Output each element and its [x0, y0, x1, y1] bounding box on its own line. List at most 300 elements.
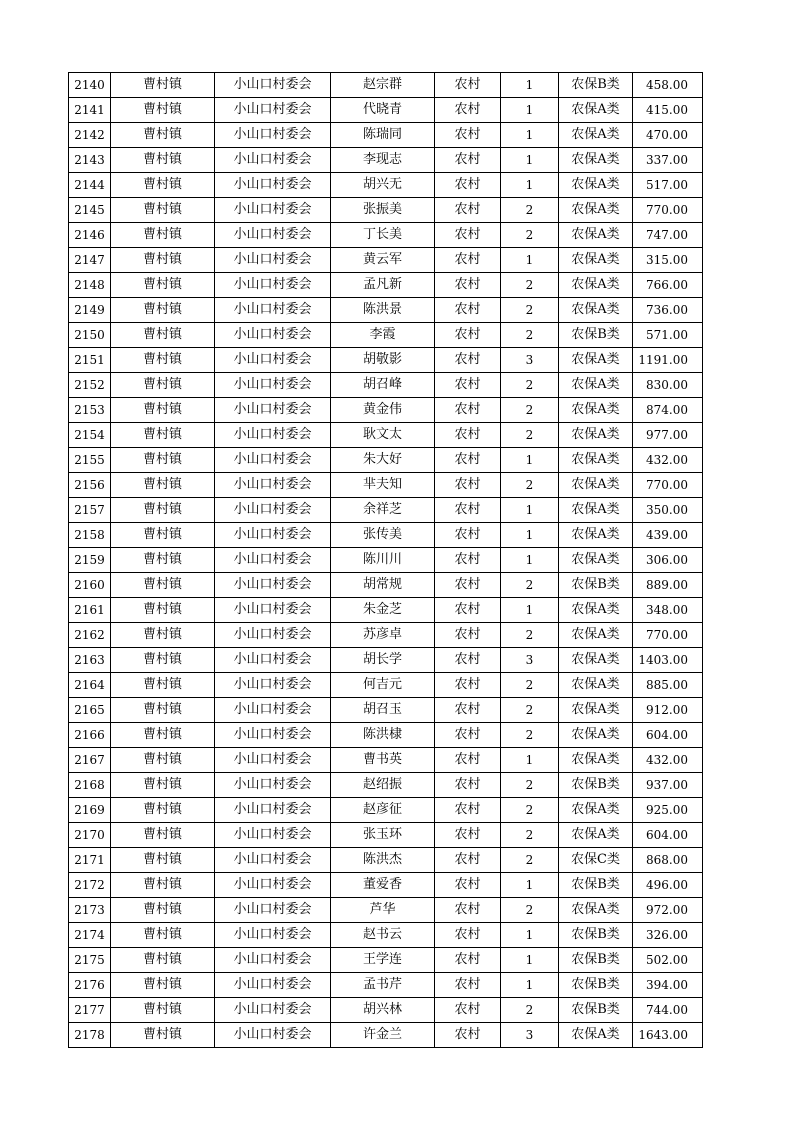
row-id-cell: 2151	[69, 348, 111, 373]
amount-cell: 972.00	[633, 898, 703, 923]
category-cell: 农保A类	[559, 148, 633, 173]
village-cell: 小山口村委会	[215, 1023, 331, 1048]
person-count-cell: 2	[501, 398, 559, 423]
category-cell: 农保B类	[559, 773, 633, 798]
amount-cell: 306.00	[633, 548, 703, 573]
table-row	[69, 773, 703, 798]
household-type-cell: 农村	[435, 748, 501, 773]
table-row	[69, 648, 703, 673]
town-cell: 曹村镇	[111, 148, 215, 173]
name-cell: 陈瑞同	[331, 123, 435, 148]
household-type-cell: 农村	[435, 198, 501, 223]
person-count-cell: 1	[501, 98, 559, 123]
town-cell: 曹村镇	[111, 748, 215, 773]
amount-cell: 770.00	[633, 473, 703, 498]
category-cell: 农保A类	[559, 648, 633, 673]
table-row	[69, 498, 703, 523]
row-id-cell: 2148	[69, 273, 111, 298]
person-count-cell: 2	[501, 698, 559, 723]
person-count-cell: 2	[501, 473, 559, 498]
village-cell: 小山口村委会	[215, 523, 331, 548]
town-cell: 曹村镇	[111, 298, 215, 323]
household-type-cell: 农村	[435, 648, 501, 673]
amount-cell: 1403.00	[633, 648, 703, 673]
person-count-cell: 2	[501, 273, 559, 298]
town-cell: 曹村镇	[111, 548, 215, 573]
amount-cell: 604.00	[633, 823, 703, 848]
table-row	[69, 973, 703, 998]
row-id-cell: 2178	[69, 1023, 111, 1048]
name-cell: 丁长美	[331, 223, 435, 248]
category-cell: 农保A类	[559, 273, 633, 298]
person-count-cell: 1	[501, 948, 559, 973]
village-cell: 小山口村委会	[215, 673, 331, 698]
household-type-cell: 农村	[435, 323, 501, 348]
amount-cell: 432.00	[633, 448, 703, 473]
person-count-cell: 1	[501, 923, 559, 948]
amount-cell: 830.00	[633, 373, 703, 398]
row-id-cell: 2147	[69, 248, 111, 273]
village-cell: 小山口村委会	[215, 348, 331, 373]
category-cell: 农保A类	[559, 373, 633, 398]
table-row	[69, 98, 703, 123]
village-cell: 小山口村委会	[215, 998, 331, 1023]
category-cell: 农保A类	[559, 548, 633, 573]
village-cell: 小山口村委会	[215, 148, 331, 173]
household-type-cell: 农村	[435, 273, 501, 298]
town-cell: 曹村镇	[111, 98, 215, 123]
amount-cell: 925.00	[633, 798, 703, 823]
person-count-cell: 1	[501, 873, 559, 898]
amount-cell: 937.00	[633, 773, 703, 798]
table-row	[69, 998, 703, 1023]
table-row	[69, 473, 703, 498]
person-count-cell: 2	[501, 323, 559, 348]
person-count-cell: 2	[501, 823, 559, 848]
person-count-cell: 3	[501, 1023, 559, 1048]
town-cell: 曹村镇	[111, 123, 215, 148]
town-cell: 曹村镇	[111, 898, 215, 923]
table-row	[69, 823, 703, 848]
village-cell: 小山口村委会	[215, 573, 331, 598]
amount-cell: 517.00	[633, 173, 703, 198]
row-id-cell: 2170	[69, 823, 111, 848]
household-type-cell: 农村	[435, 223, 501, 248]
name-cell: 胡兴林	[331, 998, 435, 1023]
household-type-cell: 农村	[435, 123, 501, 148]
name-cell: 胡长学	[331, 648, 435, 673]
village-cell: 小山口村委会	[215, 423, 331, 448]
amount-cell: 394.00	[633, 973, 703, 998]
row-id-cell: 2165	[69, 698, 111, 723]
village-cell: 小山口村委会	[215, 973, 331, 998]
name-cell: 苏彦卓	[331, 623, 435, 648]
table-row	[69, 148, 703, 173]
category-cell: 农保A类	[559, 698, 633, 723]
person-count-cell: 1	[501, 123, 559, 148]
person-count-cell: 1	[501, 973, 559, 998]
person-count-cell: 3	[501, 648, 559, 673]
person-count-cell: 2	[501, 573, 559, 598]
row-id-cell: 2166	[69, 723, 111, 748]
amount-cell: 315.00	[633, 248, 703, 273]
town-cell: 曹村镇	[111, 398, 215, 423]
village-cell: 小山口村委会	[215, 223, 331, 248]
village-cell: 小山口村委会	[215, 123, 331, 148]
village-cell: 小山口村委会	[215, 723, 331, 748]
row-id-cell: 2141	[69, 98, 111, 123]
amount-cell: 415.00	[633, 98, 703, 123]
table-row	[69, 748, 703, 773]
person-count-cell: 1	[501, 748, 559, 773]
row-id-cell: 2157	[69, 498, 111, 523]
person-count-cell: 2	[501, 623, 559, 648]
table-row	[69, 348, 703, 373]
roster-body	[69, 73, 703, 1048]
category-cell: 农保A类	[559, 748, 633, 773]
table-row	[69, 423, 703, 448]
household-type-cell: 农村	[435, 423, 501, 448]
household-type-cell: 农村	[435, 848, 501, 873]
household-type-cell: 农村	[435, 673, 501, 698]
town-cell: 曹村镇	[111, 573, 215, 598]
name-cell: 黄云军	[331, 248, 435, 273]
row-id-cell: 2172	[69, 873, 111, 898]
row-id-cell: 2144	[69, 173, 111, 198]
town-cell: 曹村镇	[111, 198, 215, 223]
household-type-cell: 农村	[435, 298, 501, 323]
village-cell: 小山口村委会	[215, 473, 331, 498]
household-type-cell: 农村	[435, 698, 501, 723]
town-cell: 曹村镇	[111, 273, 215, 298]
household-type-cell: 农村	[435, 523, 501, 548]
row-id-cell: 2169	[69, 798, 111, 823]
village-cell: 小山口村委会	[215, 823, 331, 848]
household-type-cell: 农村	[435, 173, 501, 198]
category-cell: 农保A类	[559, 248, 633, 273]
category-cell: 农保A类	[559, 598, 633, 623]
town-cell: 曹村镇	[111, 223, 215, 248]
category-cell: 农保B类	[559, 998, 633, 1023]
household-type-cell: 农村	[435, 798, 501, 823]
town-cell: 曹村镇	[111, 373, 215, 398]
category-cell: 农保A类	[559, 348, 633, 373]
person-count-cell: 2	[501, 198, 559, 223]
name-cell: 张玉环	[331, 823, 435, 848]
name-cell: 代晓青	[331, 98, 435, 123]
name-cell: 陈洪景	[331, 298, 435, 323]
person-count-cell: 2	[501, 423, 559, 448]
row-id-cell: 2143	[69, 148, 111, 173]
amount-cell: 496.00	[633, 873, 703, 898]
town-cell: 曹村镇	[111, 498, 215, 523]
town-cell: 曹村镇	[111, 648, 215, 673]
category-cell: 农保A类	[559, 298, 633, 323]
person-count-cell: 1	[501, 548, 559, 573]
village-cell: 小山口村委会	[215, 448, 331, 473]
row-id-cell: 2168	[69, 773, 111, 798]
household-type-cell: 农村	[435, 623, 501, 648]
household-type-cell: 农村	[435, 448, 501, 473]
row-id-cell: 2176	[69, 973, 111, 998]
household-type-cell: 农村	[435, 1023, 501, 1048]
town-cell: 曹村镇	[111, 348, 215, 373]
amount-cell: 744.00	[633, 998, 703, 1023]
row-id-cell: 2173	[69, 898, 111, 923]
name-cell: 陈川川	[331, 548, 435, 573]
town-cell: 曹村镇	[111, 698, 215, 723]
row-id-cell: 2149	[69, 298, 111, 323]
town-cell: 曹村镇	[111, 623, 215, 648]
table-row	[69, 173, 703, 198]
household-type-cell: 农村	[435, 348, 501, 373]
household-type-cell: 农村	[435, 498, 501, 523]
town-cell: 曹村镇	[111, 673, 215, 698]
household-type-cell: 农村	[435, 773, 501, 798]
table-row	[69, 323, 703, 348]
village-cell: 小山口村委会	[215, 298, 331, 323]
village-cell: 小山口村委会	[215, 773, 331, 798]
category-cell: 农保B类	[559, 873, 633, 898]
name-cell: 曹书英	[331, 748, 435, 773]
table-row	[69, 198, 703, 223]
row-id-cell: 2164	[69, 673, 111, 698]
town-cell: 曹村镇	[111, 823, 215, 848]
row-id-cell: 2171	[69, 848, 111, 873]
village-cell: 小山口村委会	[215, 898, 331, 923]
amount-cell: 326.00	[633, 923, 703, 948]
village-cell: 小山口村委会	[215, 323, 331, 348]
household-type-cell: 农村	[435, 598, 501, 623]
name-cell: 朱金芝	[331, 598, 435, 623]
town-cell: 曹村镇	[111, 473, 215, 498]
person-count-cell: 2	[501, 773, 559, 798]
table-row	[69, 873, 703, 898]
person-count-cell: 1	[501, 598, 559, 623]
category-cell: 农保A类	[559, 798, 633, 823]
village-cell: 小山口村委会	[215, 173, 331, 198]
table-row	[69, 298, 703, 323]
village-cell: 小山口村委会	[215, 373, 331, 398]
category-cell: 农保A类	[559, 173, 633, 198]
amount-cell: 432.00	[633, 748, 703, 773]
household-type-cell: 农村	[435, 398, 501, 423]
category-cell: 农保A类	[559, 823, 633, 848]
row-id-cell: 2158	[69, 523, 111, 548]
name-cell: 胡召玉	[331, 698, 435, 723]
household-type-cell: 农村	[435, 148, 501, 173]
table-row	[69, 373, 703, 398]
town-cell: 曹村镇	[111, 323, 215, 348]
household-type-cell: 农村	[435, 548, 501, 573]
table-row	[69, 848, 703, 873]
village-cell: 小山口村委会	[215, 873, 331, 898]
person-count-cell: 2	[501, 673, 559, 698]
village-cell: 小山口村委会	[215, 73, 331, 98]
table-row	[69, 898, 703, 923]
household-type-cell: 农村	[435, 948, 501, 973]
person-count-cell: 2	[501, 848, 559, 873]
town-cell: 曹村镇	[111, 73, 215, 98]
amount-cell: 977.00	[633, 423, 703, 448]
name-cell: 王学连	[331, 948, 435, 973]
town-cell: 曹村镇	[111, 423, 215, 448]
amount-cell: 439.00	[633, 523, 703, 548]
town-cell: 曹村镇	[111, 1023, 215, 1048]
name-cell: 赵书云	[331, 923, 435, 948]
name-cell: 耿文太	[331, 423, 435, 448]
category-cell: 农保A类	[559, 198, 633, 223]
household-type-cell: 农村	[435, 573, 501, 598]
name-cell: 李霞	[331, 323, 435, 348]
table-row	[69, 798, 703, 823]
table-row	[69, 448, 703, 473]
row-id-cell: 2163	[69, 648, 111, 673]
name-cell: 赵绍振	[331, 773, 435, 798]
village-cell: 小山口村委会	[215, 198, 331, 223]
category-cell: 农保B类	[559, 973, 633, 998]
category-cell: 农保B类	[559, 923, 633, 948]
category-cell: 农保A类	[559, 523, 633, 548]
household-type-cell: 农村	[435, 248, 501, 273]
amount-cell: 736.00	[633, 298, 703, 323]
category-cell: 农保A类	[559, 223, 633, 248]
table-row	[69, 548, 703, 573]
amount-cell: 1643.00	[633, 1023, 703, 1048]
person-count-cell: 1	[501, 173, 559, 198]
row-id-cell: 2161	[69, 598, 111, 623]
name-cell: 赵宗群	[331, 73, 435, 98]
village-cell: 小山口村委会	[215, 548, 331, 573]
amount-cell: 502.00	[633, 948, 703, 973]
household-type-cell: 农村	[435, 98, 501, 123]
household-type-cell: 农村	[435, 973, 501, 998]
amount-cell: 885.00	[633, 673, 703, 698]
table-row	[69, 223, 703, 248]
name-cell: 黄金伟	[331, 398, 435, 423]
amount-cell: 747.00	[633, 223, 703, 248]
household-type-cell: 农村	[435, 998, 501, 1023]
amount-cell: 350.00	[633, 498, 703, 523]
amount-cell: 912.00	[633, 698, 703, 723]
name-cell: 何吉元	[331, 673, 435, 698]
household-type-cell: 农村	[435, 898, 501, 923]
table-row	[69, 623, 703, 648]
amount-cell: 337.00	[633, 148, 703, 173]
person-count-cell: 1	[501, 498, 559, 523]
village-cell: 小山口村委会	[215, 648, 331, 673]
person-count-cell: 1	[501, 523, 559, 548]
row-id-cell: 2146	[69, 223, 111, 248]
amount-cell: 766.00	[633, 273, 703, 298]
category-cell: 农保B类	[559, 573, 633, 598]
amount-cell: 770.00	[633, 623, 703, 648]
row-id-cell: 2160	[69, 573, 111, 598]
town-cell: 曹村镇	[111, 973, 215, 998]
table-row	[69, 248, 703, 273]
village-cell: 小山口村委会	[215, 848, 331, 873]
category-cell: 农保A类	[559, 473, 633, 498]
household-type-cell: 农村	[435, 73, 501, 98]
person-count-cell: 2	[501, 223, 559, 248]
town-cell: 曹村镇	[111, 923, 215, 948]
household-type-cell: 农村	[435, 823, 501, 848]
name-cell: 董爱香	[331, 873, 435, 898]
village-cell: 小山口村委会	[215, 623, 331, 648]
row-id-cell: 2152	[69, 373, 111, 398]
row-id-cell: 2159	[69, 548, 111, 573]
category-cell: 农保A类	[559, 1023, 633, 1048]
amount-cell: 868.00	[633, 848, 703, 873]
table-row	[69, 673, 703, 698]
name-cell: 胡敬影	[331, 348, 435, 373]
town-cell: 曹村镇	[111, 948, 215, 973]
town-cell: 曹村镇	[111, 873, 215, 898]
table-row	[69, 598, 703, 623]
category-cell: 农保A类	[559, 723, 633, 748]
name-cell: 孟书芹	[331, 973, 435, 998]
category-cell: 农保A类	[559, 898, 633, 923]
town-cell: 曹村镇	[111, 248, 215, 273]
table-row	[69, 273, 703, 298]
row-id-cell: 2156	[69, 473, 111, 498]
name-cell: 张振美	[331, 198, 435, 223]
table-row	[69, 1023, 703, 1048]
category-cell: 农保A类	[559, 498, 633, 523]
category-cell: 农保A类	[559, 448, 633, 473]
household-type-cell: 农村	[435, 373, 501, 398]
name-cell: 许金兰	[331, 1023, 435, 1048]
row-id-cell: 2155	[69, 448, 111, 473]
table-row	[69, 73, 703, 98]
table-row	[69, 698, 703, 723]
amount-cell: 571.00	[633, 323, 703, 348]
person-count-cell: 2	[501, 798, 559, 823]
town-cell: 曹村镇	[111, 523, 215, 548]
name-cell: 赵彦征	[331, 798, 435, 823]
amount-cell: 348.00	[633, 598, 703, 623]
row-id-cell: 2150	[69, 323, 111, 348]
row-id-cell: 2140	[69, 73, 111, 98]
row-id-cell: 2142	[69, 123, 111, 148]
table-row	[69, 398, 703, 423]
roster-table	[68, 72, 703, 1048]
row-id-cell: 2154	[69, 423, 111, 448]
table-row	[69, 923, 703, 948]
person-count-cell: 2	[501, 898, 559, 923]
row-id-cell: 2174	[69, 923, 111, 948]
person-count-cell: 3	[501, 348, 559, 373]
village-cell: 小山口村委会	[215, 598, 331, 623]
town-cell: 曹村镇	[111, 598, 215, 623]
household-type-cell: 农村	[435, 473, 501, 498]
town-cell: 曹村镇	[111, 448, 215, 473]
household-type-cell: 农村	[435, 923, 501, 948]
table-row	[69, 523, 703, 548]
village-cell: 小山口村委会	[215, 248, 331, 273]
amount-cell: 458.00	[633, 73, 703, 98]
name-cell: 陈洪杰	[331, 848, 435, 873]
row-id-cell: 2177	[69, 998, 111, 1023]
category-cell: 农保C类	[559, 848, 633, 873]
category-cell: 农保B类	[559, 73, 633, 98]
household-type-cell: 农村	[435, 873, 501, 898]
person-count-cell: 2	[501, 298, 559, 323]
amount-cell: 770.00	[633, 198, 703, 223]
category-cell: 农保A类	[559, 123, 633, 148]
person-count-cell: 1	[501, 73, 559, 98]
town-cell: 曹村镇	[111, 723, 215, 748]
